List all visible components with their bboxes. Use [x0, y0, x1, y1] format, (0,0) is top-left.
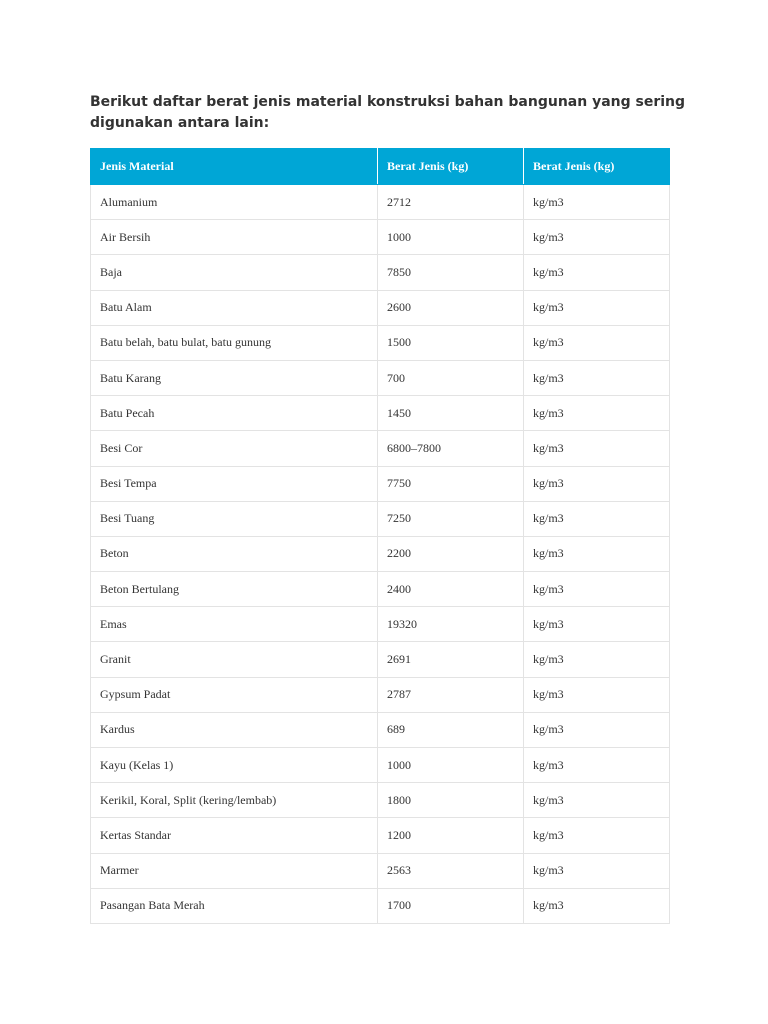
unit-cell: kg/m3 [524, 255, 670, 290]
density-value-cell: 1000 [378, 220, 524, 255]
unit-cell: kg/m3 [524, 325, 670, 360]
unit-cell: kg/m3 [524, 642, 670, 677]
table-row [91, 466, 670, 501]
unit-cell: kg/m3 [524, 572, 670, 607]
density-value-cell: 7850 [378, 255, 524, 290]
unit-cell: kg/m3 [524, 748, 670, 783]
density-value-cell: 1700 [378, 888, 524, 923]
density-value-cell: 2600 [378, 290, 524, 325]
header-berat-jenis: Berat Jenis (kg) [378, 149, 524, 185]
table-row [91, 748, 670, 783]
unit-cell: kg/m3 [524, 220, 670, 255]
unit-cell: kg/m3 [524, 360, 670, 395]
material-name-cell: Beton [91, 536, 378, 571]
material-name-cell: Besi Cor [91, 431, 378, 466]
material-name-cell: Kertas Standar [91, 818, 378, 853]
material-name-cell: Kardus [91, 712, 378, 747]
table-row [91, 396, 670, 431]
material-name-cell: Granit [91, 642, 378, 677]
density-value-cell: 700 [378, 360, 524, 395]
material-name-cell: Batu belah, batu bulat, batu gunung [91, 325, 378, 360]
density-value-cell: 2787 [378, 677, 524, 712]
density-value-cell: 1450 [378, 396, 524, 431]
material-name-cell: Marmer [91, 853, 378, 888]
table-row [91, 607, 670, 642]
density-value-cell: 1800 [378, 783, 524, 818]
material-name-cell: Batu Karang [91, 360, 378, 395]
unit-cell: kg/m3 [524, 712, 670, 747]
table-row [91, 853, 670, 888]
density-value-cell: 2400 [378, 572, 524, 607]
density-value-cell: 2691 [378, 642, 524, 677]
table-row [91, 501, 670, 536]
intro-text: Berikut daftar berat jenis material konstruksi bahan bangunan yang sering digunakan antara lain: [90, 94, 686, 131]
table-row [91, 572, 670, 607]
table-row [91, 431, 670, 466]
table-body [91, 185, 670, 924]
material-name-cell: Besi Tuang [91, 501, 378, 536]
unit-cell: kg/m3 [524, 783, 670, 818]
unit-cell: kg/m3 [524, 501, 670, 536]
material-name-cell: Kerikil, Koral, Split (kering/lembab) [91, 783, 378, 818]
material-name-cell: Emas [91, 607, 378, 642]
density-value-cell: 2563 [378, 853, 524, 888]
unit-cell: kg/m3 [524, 853, 670, 888]
header-satuan: Berat Jenis (kg) [524, 149, 670, 185]
unit-cell: kg/m3 [524, 396, 670, 431]
unit-cell: kg/m3 [524, 536, 670, 571]
table-row [91, 818, 670, 853]
material-name-cell: Pasangan Bata Merah [91, 888, 378, 923]
density-value-cell: 7250 [378, 501, 524, 536]
density-value-cell: 1500 [378, 325, 524, 360]
table-row [91, 783, 670, 818]
density-value-cell: 7750 [378, 466, 524, 501]
material-name-cell: Batu Pecah [91, 396, 378, 431]
table-row [91, 360, 670, 395]
material-name-cell: Alumanium [91, 185, 378, 220]
material-name-cell: Beton Bertulang [91, 572, 378, 607]
unit-cell: kg/m3 [524, 818, 670, 853]
material-name-cell: Gypsum Padat [91, 677, 378, 712]
table-row [91, 888, 670, 923]
unit-cell: kg/m3 [524, 677, 670, 712]
density-value-cell: 2712 [378, 185, 524, 220]
density-value-cell: 689 [378, 712, 524, 747]
table-row [91, 185, 670, 220]
material-name-cell: Besi Tempa [91, 466, 378, 501]
unit-cell: kg/m3 [524, 290, 670, 325]
table-row [91, 220, 670, 255]
material-name-cell: Air Bersih [91, 220, 378, 255]
unit-cell: kg/m3 [524, 431, 670, 466]
density-value-cell: 6800–7800 [378, 431, 524, 466]
material-density-table [90, 148, 670, 924]
density-value-cell: 1000 [378, 748, 524, 783]
unit-cell: kg/m3 [524, 185, 670, 220]
unit-cell: kg/m3 [524, 607, 670, 642]
unit-cell: kg/m3 [524, 888, 670, 923]
material-name-cell: Kayu (Kelas 1) [91, 748, 378, 783]
table-row [91, 290, 670, 325]
density-value-cell: 19320 [378, 607, 524, 642]
table-row [91, 325, 670, 360]
material-name-cell: Batu Alam [91, 290, 378, 325]
table-row [91, 255, 670, 290]
header-jenis-material: Jenis Material [91, 149, 378, 185]
unit-cell: kg/m3 [524, 466, 670, 501]
table-row [91, 536, 670, 571]
density-value-cell: 1200 [378, 818, 524, 853]
density-value-cell: 2200 [378, 536, 524, 571]
table-row [91, 642, 670, 677]
material-name-cell: Baja [91, 255, 378, 290]
table-row [91, 677, 670, 712]
table-header-row [91, 149, 670, 185]
table-row [91, 712, 670, 747]
